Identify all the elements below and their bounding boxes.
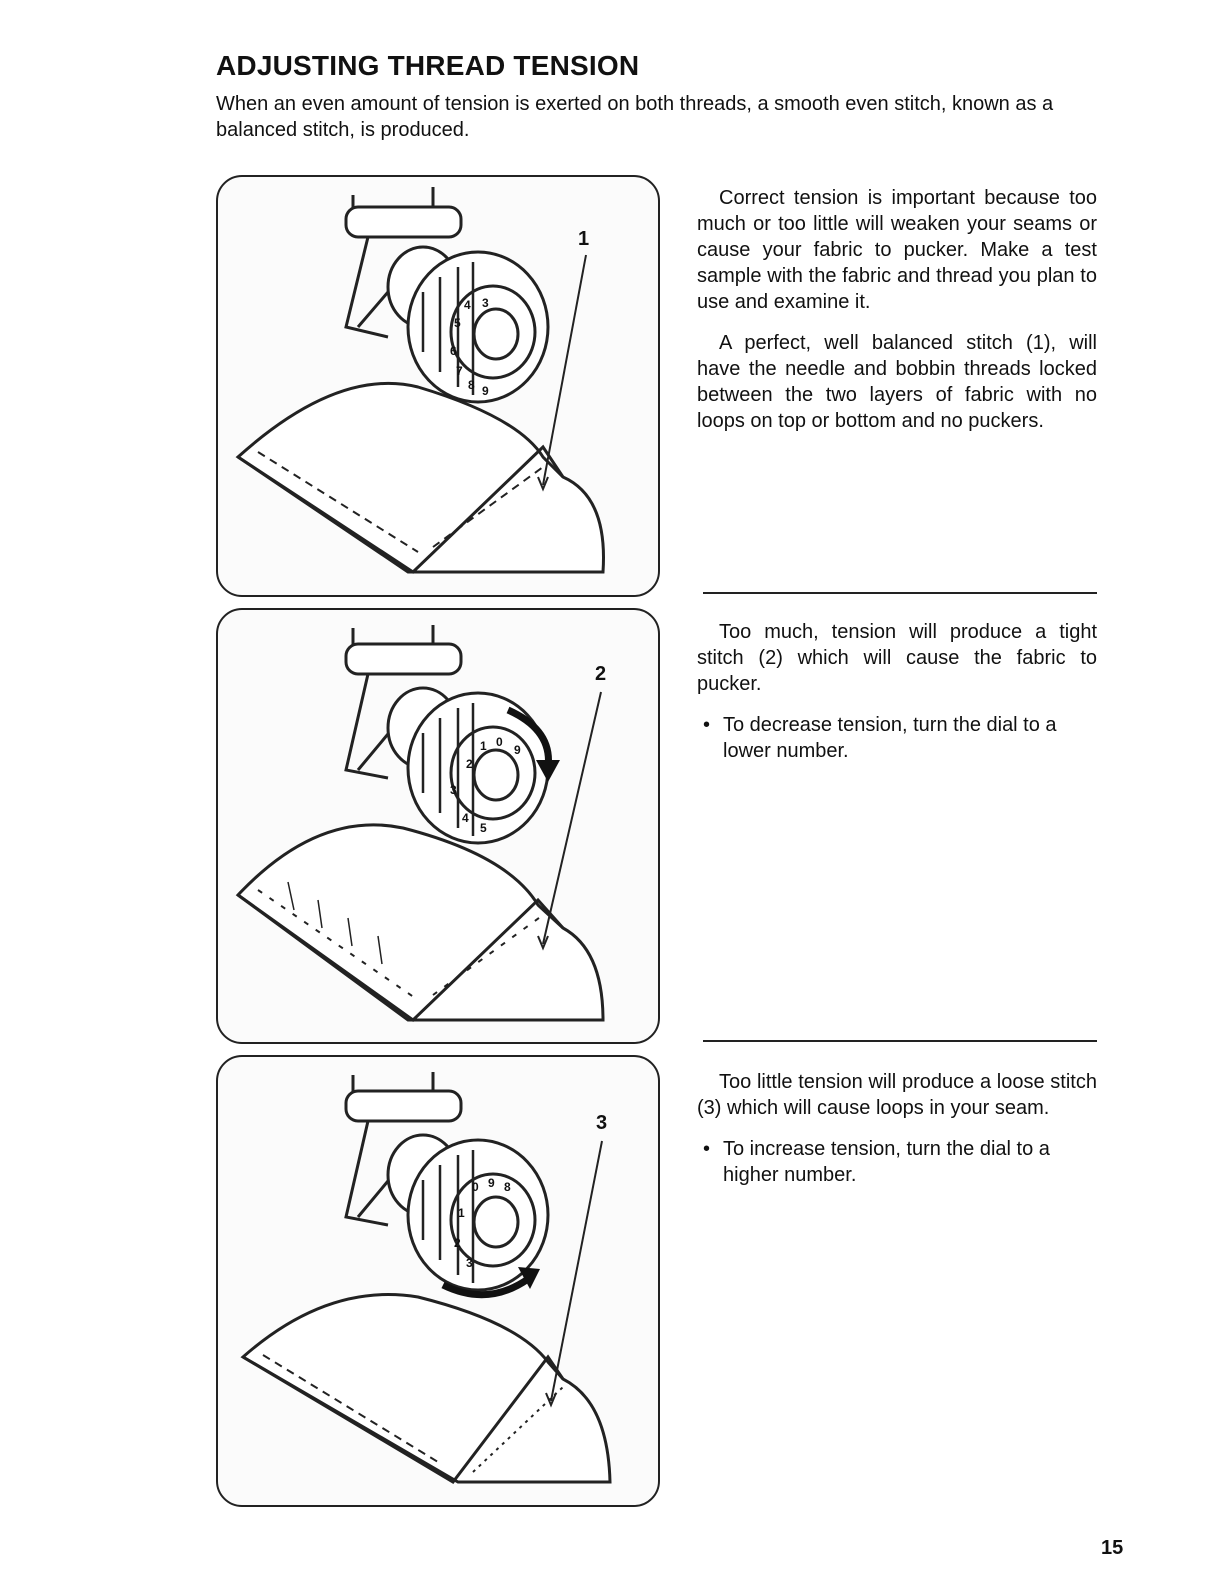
dial-number: 0 [496, 735, 503, 749]
dial-number: 8 [468, 378, 475, 392]
dial-number: 7 [456, 364, 463, 378]
paragraph: Correct tension is important because too much or too little will weaken your seams or cause your fabric to pucker. Make a test sample with the fabric and thread you plan to use and examine it. [697, 187, 1097, 313]
dial-number: 4 [462, 811, 469, 825]
bullet-text: To increase tension, turn the dial to a higher number. [723, 1138, 1050, 1186]
dial-number: 8 [504, 1180, 511, 1194]
divider [703, 592, 1097, 594]
dial-number: 9 [514, 743, 521, 757]
illustration-tight-stitch [216, 608, 660, 1044]
dial-number: 0 [472, 1180, 479, 1194]
bullet-dot: • [703, 714, 711, 736]
dial-number: 2 [466, 757, 473, 771]
tension-dial-illustration-1 [218, 177, 658, 595]
illustration-loose-stitch [216, 1055, 660, 1507]
tension-dial-illustration-3 [218, 1057, 658, 1505]
divider [703, 1040, 1097, 1042]
dial-number: 1 [480, 739, 487, 753]
paragraph: A perfect, well balanced stitch (1), will have the needle and bobbin threads locked between the two layers of fabric with no loops on top or bottom and no puckers. [697, 332, 1097, 432]
paragraph: Too little tension will produce a loose stitch (3) which will cause loops in your seam. [697, 1071, 1097, 1119]
page-number: 15 [1101, 1537, 1124, 1559]
dial-number: 1 [458, 1206, 465, 1220]
bullet-item [697, 712, 1097, 764]
bullet-text: To decrease tension, turn the dial to a lower number. [723, 714, 1057, 762]
dial-number: 9 [482, 384, 489, 398]
bullet-item [697, 1136, 1097, 1188]
dial-number: 5 [454, 316, 461, 330]
dial-number: 4 [464, 298, 471, 312]
callout-1: 1 [578, 228, 590, 250]
section-tight-text [697, 619, 1097, 764]
dial-number: 3 [466, 1256, 473, 1270]
page-title: ADJUSTING THREAD TENSION [216, 50, 640, 81]
dial-number: 9 [488, 1176, 495, 1190]
callout-2: 2 [595, 663, 607, 685]
dial-number: 3 [450, 783, 457, 797]
bullet-dot: • [703, 1138, 711, 1160]
section-balanced-text [697, 185, 1097, 449]
tension-dial-illustration-2 [218, 610, 658, 1042]
paragraph: Too much, tension will produce a tight stitch (2) which will cause the fabric to pucker. [697, 621, 1097, 695]
dial-number: 3 [482, 296, 489, 310]
dial-number: 6 [450, 344, 457, 358]
intro-paragraph: When an even amount of tension is exerted on both threads, a smooth even stitch, known as a balanced stitch, is produced. [216, 93, 1054, 141]
dial-number: 2 [454, 1236, 461, 1250]
illustration-balanced-stitch [216, 175, 660, 597]
dial-number: 5 [480, 821, 487, 835]
callout-3: 3 [596, 1112, 608, 1134]
section-loose-text [697, 1069, 1097, 1188]
